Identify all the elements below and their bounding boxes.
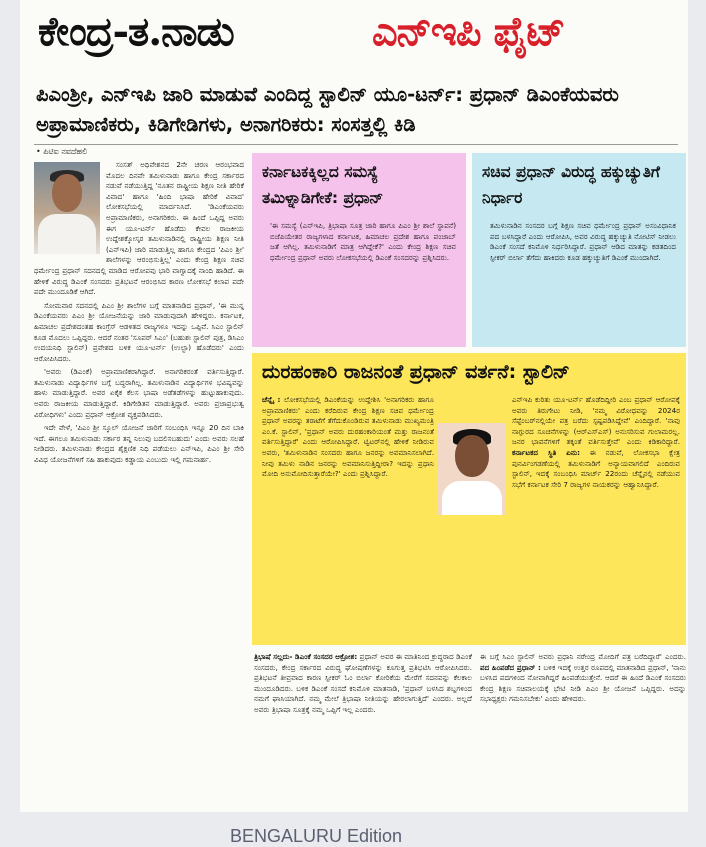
main-story-paragraph: ಇದೇ ವೇಳೆ, 'ಪಿಎಂ ಶ್ರೀ ಸ್ಕೂಲ್ ಯೋಜನೆ ಜಾರಿಗೆ ಸಂಬಂಧಿಸಿ ಇನ್ನೂ 20 ದಿನ ಬಾಕಿ ಇದೆ. ಈಗಲೂ ತಮಿಳುನಾಡು ಸರ್ಕಾರ ತನ್ನ ನಿಲುವು ಬದಲಿಸಬಹುದು' ಎಂದು ಅವರು ಸಲಹೆ ನೀಡಿದರು. ತಮಿಳುನಾಡು ಕೇಂದ್ರದ ಶೈಕ್ಷಣಿಕ ನಿಧಿ ಪಡೆಯಲು ಎನ್‌ಇಪಿ, ಪಿಎಂ ಶ್ರೀ ಸೇರಿ ವಿವಿಧ ಯೋಜನೆಗಳಿಗೆ ಸಹಿ ಹಾಕುವುದು ಕಡ್ಡಾಯ ಎಂಬುದು ಇಲ್ಲಿ ಗಮನಾರ್ಹ.	[34, 423, 244, 465]
sidebar-box-privilege	[472, 153, 686, 347]
column-text: ಈ ಬಗ್ಗೆ ಸಿಎಂ ಸ್ಟಾಲಿನ್ ಅವರು ಪ್ರಧಾನಿ ನರೇಂದ್ರ ಮೋದಿಗೆ ಪತ್ರ ಬರೆದಿದ್ದಾರೆ' ಎಂದರು.	[480, 652, 686, 661]
box-lead: ಕರ್ನಾಟಕದ ಸ್ಥಿತಿ ಏನು:	[512, 447, 581, 457]
column-lead: ತ್ರಿಭಾಷೆ ಸಲ್ಲದು- ಡಿಎಂಕೆ ಸಂಸದರ ಆಕ್ರೋಶ:	[254, 652, 358, 661]
box-left-column	[262, 395, 434, 480]
main-story-paragraph: ಸಂಸತ್ ಅಧಿವೇಶನದ 2ನೇ ಚರಣ ಆರಂಭವಾದ ಮೊದಲ ದಿನವೇ ತಮಿಳುನಾಡು ಹಾಗೂ ಕೇಂದ್ರ ಸರ್ಕಾರದ ನಡುವೆ ನಡೆಯುತ್ತಿದ್ದ 'ನೂತನ ರಾಷ್ಟ್ರೀಯ ಶಿಕ್ಷಣ ನೀತಿ ಹೇರಿಕೆ ವಿವಾದ' ಹಾಗೂ 'ಹಿಂದಿ ಭಾಷಾ ಹೇರಿಕೆ ವಿವಾದ' ಲೋಕಸಭೆಯಲ್ಲಿ ಮಾರ್ದನಿಸಿದೆ. 'ಡಿಎಂಕೆಯವರು ಅಪ್ರಾಮಾಣಿಕರು, ಅನಾಗರಿಕರು. ಈ ಹಿಂದೆ ಒಪ್ಪಿದ್ದ ಅವರು ಈಗ ಯೂ-ಟರ್ನ್ ಹೊಡೆದು ಕೇವಲ ರಾಜಕೀಯ ಉದ್ದೇಶಕ್ಕೋಸ್ಕರ ತಮಿಳುನಾಡಿನಲ್ಲಿ ರಾಷ್ಟ್ರೀಯ ಶಿಕ್ಷಣ ನೀತಿ (ಎನ್‌ಇಪಿ) ಜಾರಿ ಮಾಡುತ್ತಿಲ್ಲ ಹಾಗೂ ಕೇಂದ್ರದ 'ಪಿಎಂ ಶ್ರೀ' ಶಾಲೆಗಳನ್ನು ಆರಂಭಿಸುತ್ತಿಲ್ಲ' ಎಂದು ಕೇಂದ್ರ ಶಿಕ್ಷಣ ಸಚಿವ ಧರ್ಮೇಂದ್ರ ಪ್ರಧಾನ್ ಸದನದಲ್ಲಿ ಮಾಡಿದ ಆರೋಪವು ಭಾರಿ ವಾಗ್ವಾದಕ್ಕೆ ನಾಂದಿ ಹಾಡಿದೆ. ಈ ಹೇಳಿಕೆ ವಿರುದ್ಧ ಡಿಎಂಕೆ ಸಂಸದರು ಪ್ರತಿಭಟನೆ ಆರಂಭಿಸಿದ ಕಾರಣ ಲೋಕಸಭೆ ಕಲಾಪ ಪದೇ ಪದೇ ಮುಂದೂಡಿಕೆ ಆಗಿದೆ.	[34, 160, 244, 297]
column-text: ಬಳಿಕ ಇದಕ್ಕೆ ಉತ್ತರ ರೂಪದಲ್ಲಿ ಮಾತನಾಡಿದ ಪ್ರಧಾನ್, 'ನಾನು ಬಳಸಿದ ಪದಗಳಿಂದ ನೋವಾಗಿದ್ದರೆ ಹಿಂಪಡೆಯುತ್ತೇನೆ. ಆದರೆ ಈ ಹಿಂದೆ ಡಿಎಂಕೆ ಸಂಸದರು ಕೇಂದ್ರ ಶಿಕ್ಷಣ ಸಚಿವಾಲಯಕ್ಕೆ ಭೇಟಿ ನೀಡಿ ಪಿಎಂ ಶ್ರೀ ಯೋಜನೆ ಒಪ್ಪಿದ್ದರು. ಅದನ್ನು ಸಭಾಧ್ಯಕ್ಷರು ಗಮನಿಸಬೇಕು' ಎಂದು ಹೇಳಿದರು.	[480, 662, 686, 704]
photo-body	[442, 481, 502, 515]
box-lead: ಚೆನ್ನೈ :	[262, 395, 281, 404]
byline: • ಪಿಟಿಐ ನವದೆಹಲಿ	[36, 147, 88, 156]
headline-part-1: ಕೇಂದ್ರ-ತ.ನಾಡು	[38, 8, 234, 55]
stalin-photo	[438, 423, 506, 515]
bottom-right-column	[480, 652, 686, 806]
sidebar-box-karnataka	[252, 153, 466, 347]
box-right-column	[512, 395, 680, 490]
main-story-paragraph: ಸೋಮವಾರ ಸದನದಲ್ಲಿ ಪಿಎಂ ಶ್ರೀ ಶಾಲೆಗಳ ಬಗ್ಗೆ ಮಾತನಾಡಿದ ಪ್ರಧಾನ್, 'ಈ ಮುನ್ನ ಡಿಎಂಕೆಯವರು ಪಿಎಂ ಶ್ರೀ ಯೋಜನೆಯನ್ನು ಜಾರಿ ಮಾಡುವುದಾಗಿ ಹೇಳಿದ್ದರು. ಕರ್ನಾಟಕ, ಹಿಮಾಚಲ ಪ್ರದೇಶದಂತಹ ಕಾಂಗ್ರೆಸ್ ಆಡಳಿತದ ರಾಜ್ಯಗಳೂ ಇದನ್ನು ಒಪ್ಪಿವೆ. ಸಿಎಂ ಸ್ಟಾಲಿನ್ ಕೂಡ ಮೊದಲು ಒಪ್ಪಿದ್ದರು. ಆದರೆ ನಂತರ 'ಸೂಪರ್ ಸಿಎಂ' (ಬಹುಶಃ ಸ್ಟಾಲಿನ್ ಪುತ್ರ, ಡಿಸಿಎಂ ಉದಯನಿಧಿ ಸ್ಟಾಲಿನ್) ಪ್ರವೇಶದ ಬಳಿಕ ಯೂ-ಟರ್ನ್ (ಉಲ್ಟಾ) ಹೊಡೆದರು' ಎಂದು ಆರೋಪಿಸಿದರು.	[34, 300, 244, 363]
photo-face	[455, 435, 489, 477]
box-text: ಈ ನಡುವೆ, ಲೋಕಸಭಾ ಕ್ಷೇತ್ರ ಪುನರ್ವಿಂಗಡಣೆಯಲ್ಲಿ ತಮಿಳುನಾಡಿಗೆ ಅನ್ಯಾಯವಾಗಲಿದೆ ಎಂದಿರುವ ಸ್ಟಾಲಿನ್, ಇದಕ್ಕೆ ಸಂಬಂಧಿಸಿ ಮಾರ್ಚ್ 22ರಂದು ಚೆನ್ನೈನಲ್ಲಿ ನಡೆಯುವ ಸಭೆಗೆ ಕರ್ನಾಟಕ ಸೇರಿ 7 ರಾಜ್ಯಗಳ ನಾಯಕರನ್ನು ಆಹ್ವಾನಿಸಿದ್ದಾರೆ.	[512, 447, 681, 489]
column-text: ಪ್ರಧಾನ್ ಅವರ ಈ ಮಾತಿನಿಂದ ಕ್ರುದ್ಧರಾದ ಡಿಎಂಕೆ ಸಂಸದರು, ಕೇಂದ್ರ ಸರ್ಕಾರದ ವಿರುದ್ಧ ಘೋಷಣೆಗಳನ್ನು ಕೂಗುತ್ತ ಪ್ರತಿಭಟಿಸಿ ಆರೋಪಿಸಿದರು. ಪ್ರತಿಭಟನೆ ತೀವ್ರವಾದ ಕಾರಣ ಸ್ಪೀಕರ್ ಓಂ ಬಿರ್ಲಾ ಕೋರಿಕೆಯ ಮೇರೆಗೆ ಸದನವನ್ನು ಕೆಲಕಾಲ ಮುಂದೂಡಿದರು. ಬಳಿಕ ಡಿಎಂಕೆ ಸಂಸದೆ ಕನಿಮೊಳಿ ಮಾತನಾಡಿ, 'ಪ್ರಧಾನ್ ಬಳಸಿದ ಶಬ್ದಗಳಿಂದ ನಮಗೆ ಘಾಸಿಯಾಗಿದೆ. ನಮ್ಮ ಮೇಲೆ ತ್ರಿಭಾಷಾ ನೀತಿಯನ್ನು ಹೇರಲಾಗುತ್ತಿದೆ' ಎಂದರು. ಅಲ್ಲದೆ ಅವರು ತ್ರಿಭಾಷಾ ಸೂತ್ರಕ್ಕೆ ನಮ್ಮ ಒಪ್ಪಿಗೆ ಇಲ್ಲ ಎಂದರು.	[254, 652, 472, 714]
sidebar-box-stalin	[252, 353, 686, 645]
box-text: ಲೋಕಸಭೆಯಲ್ಲಿ ಡಿಎಂಕೆಯನ್ನು ಉದ್ದೇಶಿಸಿ 'ಅನಾಗರಿಕರು ಹಾಗೂ ಅಪ್ರಾಮಾಣಿಕರು' ಎಂದು ಕರೆದಿರುವ ಕೇಂದ್ರ ಶಿಕ್ಷಣ ಸಚಿವ ಧರ್ಮೇಂದ್ರ ಪ್ರಧಾನ್ ಅವರನ್ನು ತರಾಟೆಗೆ ತೆಗೆದುಕೊಂಡಿರುವ ತಮಿಳುನಾಡು ಮುಖ್ಯಮಂತ್ರಿ ಎಂ.ಕೆ. ಸ್ಟಾಲಿನ್, 'ಪ್ರಧಾನ್ ಅವರು ದುರಹಂಕಾರಿಯಂತೆ ಮತ್ತು ರಾಜನಂತೆ ವರ್ತಿಸುತ್ತಿದ್ದಾರೆ' ಎಂದು ಆರೋಪಿಸಿದ್ದಾರೆ. ಟ್ವಿಟರ್‌ನಲ್ಲಿ ಹೇಳಿಕೆ ನೀಡಿರುವ ಅವರು, 'ತಮಿಳುನಾಡಿನ ಸಂಸದರು ಹಾಗೂ ಜನರನ್ನು ಅವಮಾನಿಸಲಾಗಿದೆ. ನೀವು ತಮಿಳು ನಾಡಿನ ಜನರನ್ನು ಅವಮಾನಿಸುತ್ತಿದ್ದೀರಾ? ಇದನ್ನು ಪ್ರಧಾನಿ ಮೋದಿ ಅನುಮೋದಿಸುತ್ತಾರೆಯೇ?' ಎಂದು ಪ್ರಶ್ನಿಸಿದ್ದಾರೆ.	[262, 395, 434, 479]
edition-label: BENGALURU Edition	[230, 826, 403, 846]
divider	[34, 144, 678, 145]
box-title: ಕರ್ನಾಟಕಕ್ಕಿಲ್ಲದ ಸಮಸ್ಯೆ ತಮಿಳ್ನಾಡಿಗೇಕೆ: ಪ್ರಧಾನ್	[262, 163, 384, 207]
main-story	[34, 160, 244, 805]
bottom-left-column	[254, 652, 472, 806]
pradhan-photo	[34, 162, 100, 254]
newspaper-page	[20, 0, 688, 812]
box-text: ಎನ್‌ಇಪಿ ಕುರಿತು ಯೂ-ಟರ್ನ್ ಹೊಡೆದಿದ್ದೀರಿ ಎಂಬ ಪ್ರಧಾನ್ ಆರೋಪಕ್ಕೆ ಅವರು ತಿರುಗೇಟು ನೀಡಿ, 'ನಮ್ಮ ವಿರೋಧವನ್ನು 2024ರ ಸೆಪ್ಟೆಂಬರ್‌ನಲ್ಲಿಯೇ ಪತ್ರ ಬರೆದು ಸ್ಪಷ್ಟಪಡಿಸಿದ್ದೇವೆ' ಎಂದಿದ್ದಾರೆ. 'ನಾವು ನಾಗ್ಪುರದ ಸೂಚನೆಗಳನ್ನು (ಆರ್‌ಎಸ್‌ಎಸ್) ಅನುಸರಿಸುವ ಗುಲಾಮರಲ್ಲ. ಜನರ ಭಾವನೆಗಳಿಗೆ ತಕ್ಕಂತೆ ವರ್ತಿಸುತ್ತೇವೆ' ಎಂದು ಕಿಡಿಕಾರಿದ್ದಾರೆ.	[512, 395, 680, 447]
subheadline: ಪಿಎಂಶ್ರೀ, ಎನ್‌ಇಪಿ ಜಾರಿ ಮಾಡುವೆ ಎಂದಿದ್ದ ಸ್ಟಾಲಿನ್ ಯೂ-ಟರ್ನ್: ಪ್ರಧಾನ್ ಡಿಎಂಕೆಯವರು ಅಪ್ರಾಮಾಣಿಕರು, ಕಿಡಿಗೇಡಿಗಳು, ಅನಾಗರಿಕರು: ಸಂಸತ್ತಲ್ಲಿ ಕಿಡಿ	[36, 83, 619, 136]
headline	[20, 6, 688, 66]
box-text: 'ಈ ಸಮಸ್ಯೆ (ಎನ್‌ಇಪಿ, ತ್ರಿಭಾಷಾ ಸೂತ್ರ ಜಾರಿ ಹಾಗೂ ಪಿಎಂ ಶ್ರೀ ಶಾಲೆ ಸ್ಥಾಪನೆ) ಬಿಜೆಪಿಯೇತರ ರಾಜ್ಯಗಳಾದ ಕರ್ನಾಟಕ, ಹಿಮಾಚಲ ಪ್ರದೇಶ ಹಾಗೂ ಪಂಜಾಬ್ ಜತೆ ಆಗಿಲ್ಲ. ತಮಿಳುನಾಡಿಗೆ ಮಾತ್ರ ಆಗಿದ್ದೇಕೆ?' ಎಂದು ಕೇಂದ್ರ ಶಿಕ್ಷಣ ಸಚಿವ ಧರ್ಮೇಂದ್ರ ಪ್ರಧಾನ್ ಅವರು ಲೋಕಸಭೆಯಲ್ಲಿ ಡಿಎಂಕೆ ಸಂಸದರನ್ನು ಪ್ರಶ್ನಿಸಿದರು.	[270, 221, 456, 262]
main-story-paragraph: 'ಅವರು (ಡಿಎಂಕೆ) ಅಪ್ರಾಮಾಣಿಕರಾಗಿದ್ದಾರೆ. ಅನಾಗರಿಕರಂತೆ ವರ್ತಿಸುತ್ತಿದ್ದಾರೆ. ತಮಿಳುನಾಡು ವಿದ್ಯಾರ್ಥಿಗಳ ಬಗ್ಗೆ ಬದ್ಧರಾಗಿಲ್ಲ. ತಮಿಳುನಾಡಿನ ವಿದ್ಯಾರ್ಥಿಗಳ ಭವಿಷ್ಯವನ್ನು ಹಾಳು ಮಾಡುತ್ತಿದ್ದಾರೆ. ಅವರ ಏಕೈಕ ಕೆಲಸ ಭಾಷಾ ಅಡೆತಡೆಗಳನ್ನು ಹುಟ್ಟುಹಾಕುವುದು. ಅವರು ರಾಜಕೀಯ ಮಾಡುತ್ತಿದ್ದಾರೆ. ಕಿಡಿಗೇಡಿತನ ಮಾಡುತ್ತಿದ್ದಾರೆ. ಅವರು ಪ್ರಜಾಪ್ರಭುತ್ವ ವಿರೋಧಿಗಳು' ಎಂದು ಪ್ರಧಾನ್ ಆಕ್ರೋಶ ವ್ಯಕ್ತಪಡಿಸಿದರು.	[34, 367, 244, 419]
box-title: ಸಚಿವ ಪ್ರಧಾನ್ ವಿರುದ್ಧ ಹಕ್ಕುಚ್ಯುತಿಗೆ ನಿರ್ಧಾರ	[482, 163, 660, 207]
photo-body	[38, 214, 96, 254]
column-lead: ಪದ ಹಿಂಪಡೆದ ಪ್ರಧಾನ್ :	[480, 662, 541, 672]
box-text: ತಮಿಳುನಾಡಿನ ಸಂಸದರ ಬಗ್ಗೆ ಶಿಕ್ಷಣ ಸಚಿವ ಧರ್ಮೇಂದ್ರ ಪ್ರಧಾನ್ ಅಸಂವಿಧಾನಿಕ ಪದ ಬಳಸಿದ್ದಾರೆ ಎಂದು ಆರೋಪಿಸಿ, ಅವರ ವಿರುದ್ಧ ಹಕ್ಕುಚ್ಯುತಿ ನೋಟಿಸ್ ನೀಡಲು ಡಿಎಂಕೆ ಸಂಸದೆ ಕನಿಮೊಳಿ ನಿರ್ಧರಿಸಿದ್ದಾರೆ. ಪ್ರಧಾನ್ ಆಡಿದ ಮಾತನ್ನು ಕಡತದಿಂದ ಸ್ಪೀಕರ್ ಬಿರ್ಲಾ ತೆಗೆದು ಹಾಕಿದರು ಕೂಡ ಹಕ್ಕುಚ್ಯುತಿಗೆ ಡಿಎಂಕೆ ಮುಂದಾಗಿದೆ.	[490, 221, 676, 262]
headline-part-2: ಎನ್‌ಇಪಿ ಫೈಟ್	[372, 8, 565, 55]
box-title: ದುರಹಂಕಾರಿ ರಾಜನಂತೆ ಪ್ರಧಾನ್ ವರ್ತನೆ: ಸ್ಟಾಲಿನ್	[262, 361, 570, 383]
photo-face	[52, 174, 82, 212]
